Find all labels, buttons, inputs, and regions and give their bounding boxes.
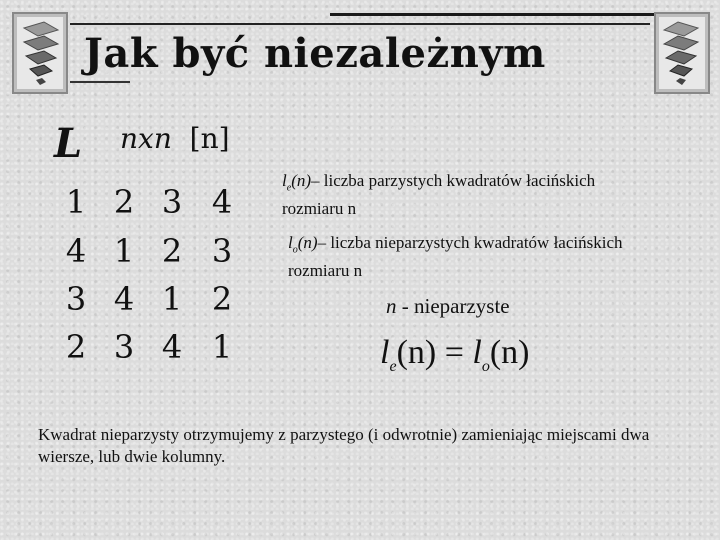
grid-cell: 3 <box>161 183 183 221</box>
def-odd-arg: (n) <box>297 233 318 252</box>
def-odd-line2: rozmiaru n <box>288 261 363 281</box>
order-text: nxn <box>120 122 172 155</box>
def-even-arg: (n) <box>291 171 312 190</box>
odd-condition <box>386 294 510 319</box>
conclusion-text: Kwadrat nieparzysty otrzymujemy z parzystego (i odwrotnie) zamieniając miejscami dwa wiersze, lub dwie kolumny. <box>38 425 650 466</box>
grid-cell: 2 <box>161 232 183 270</box>
definition-even <box>282 170 595 219</box>
def-even-line2: rozmiaru n <box>282 199 357 219</box>
stacked-layers-icon <box>12 12 68 94</box>
grid-cell: 1 <box>211 328 233 366</box>
formula-right: l <box>472 334 482 371</box>
order-bracket: [n] <box>189 122 230 155</box>
grid-cell: 2 <box>211 280 233 318</box>
odd-note-var: n <box>386 294 397 318</box>
grid-cell: 1 <box>113 232 135 270</box>
title-underline <box>70 81 130 83</box>
grid-cell: 2 <box>65 328 87 366</box>
formula-right-sub: o <box>481 357 490 375</box>
def-even-sub: e <box>286 182 292 194</box>
def-even-text: – liczba parzystych kwadratów łacińskich <box>311 171 596 190</box>
square-order <box>120 122 230 155</box>
top-rule <box>330 13 660 16</box>
square-symbol: L <box>54 120 83 167</box>
odd-note-text: - nieparzyste <box>396 294 510 318</box>
def-even-symbol: l <box>282 171 287 190</box>
grid-cell: 1 <box>65 183 87 221</box>
formula-end: (n) <box>489 334 530 371</box>
grid-cell: 4 <box>161 328 183 366</box>
title-rule <box>70 23 650 25</box>
definition-odd <box>288 232 623 281</box>
formula-mid: (n) = <box>396 334 473 371</box>
def-odd-sub: o <box>292 244 298 256</box>
grid-cell: 4 <box>113 280 135 318</box>
grid-cell: 3 <box>211 232 233 270</box>
grid-cell: 4 <box>211 183 233 221</box>
grid-cell: 3 <box>65 280 87 318</box>
grid-cell: 4 <box>65 232 87 270</box>
formula-left-sub: e <box>389 357 397 375</box>
def-odd-symbol: l <box>288 233 293 252</box>
equality-formula <box>380 334 530 376</box>
formula-left: l <box>380 334 390 371</box>
grid-cell: 3 <box>113 328 135 366</box>
def-odd-text: – liczba nieparzystych kwadratów łacińskich <box>317 233 623 252</box>
stacked-layers-icon <box>654 12 710 94</box>
grid-cell: 2 <box>113 183 135 221</box>
slide-title: Jak być niezależnym <box>84 30 546 77</box>
grid-cell: 1 <box>161 280 183 318</box>
